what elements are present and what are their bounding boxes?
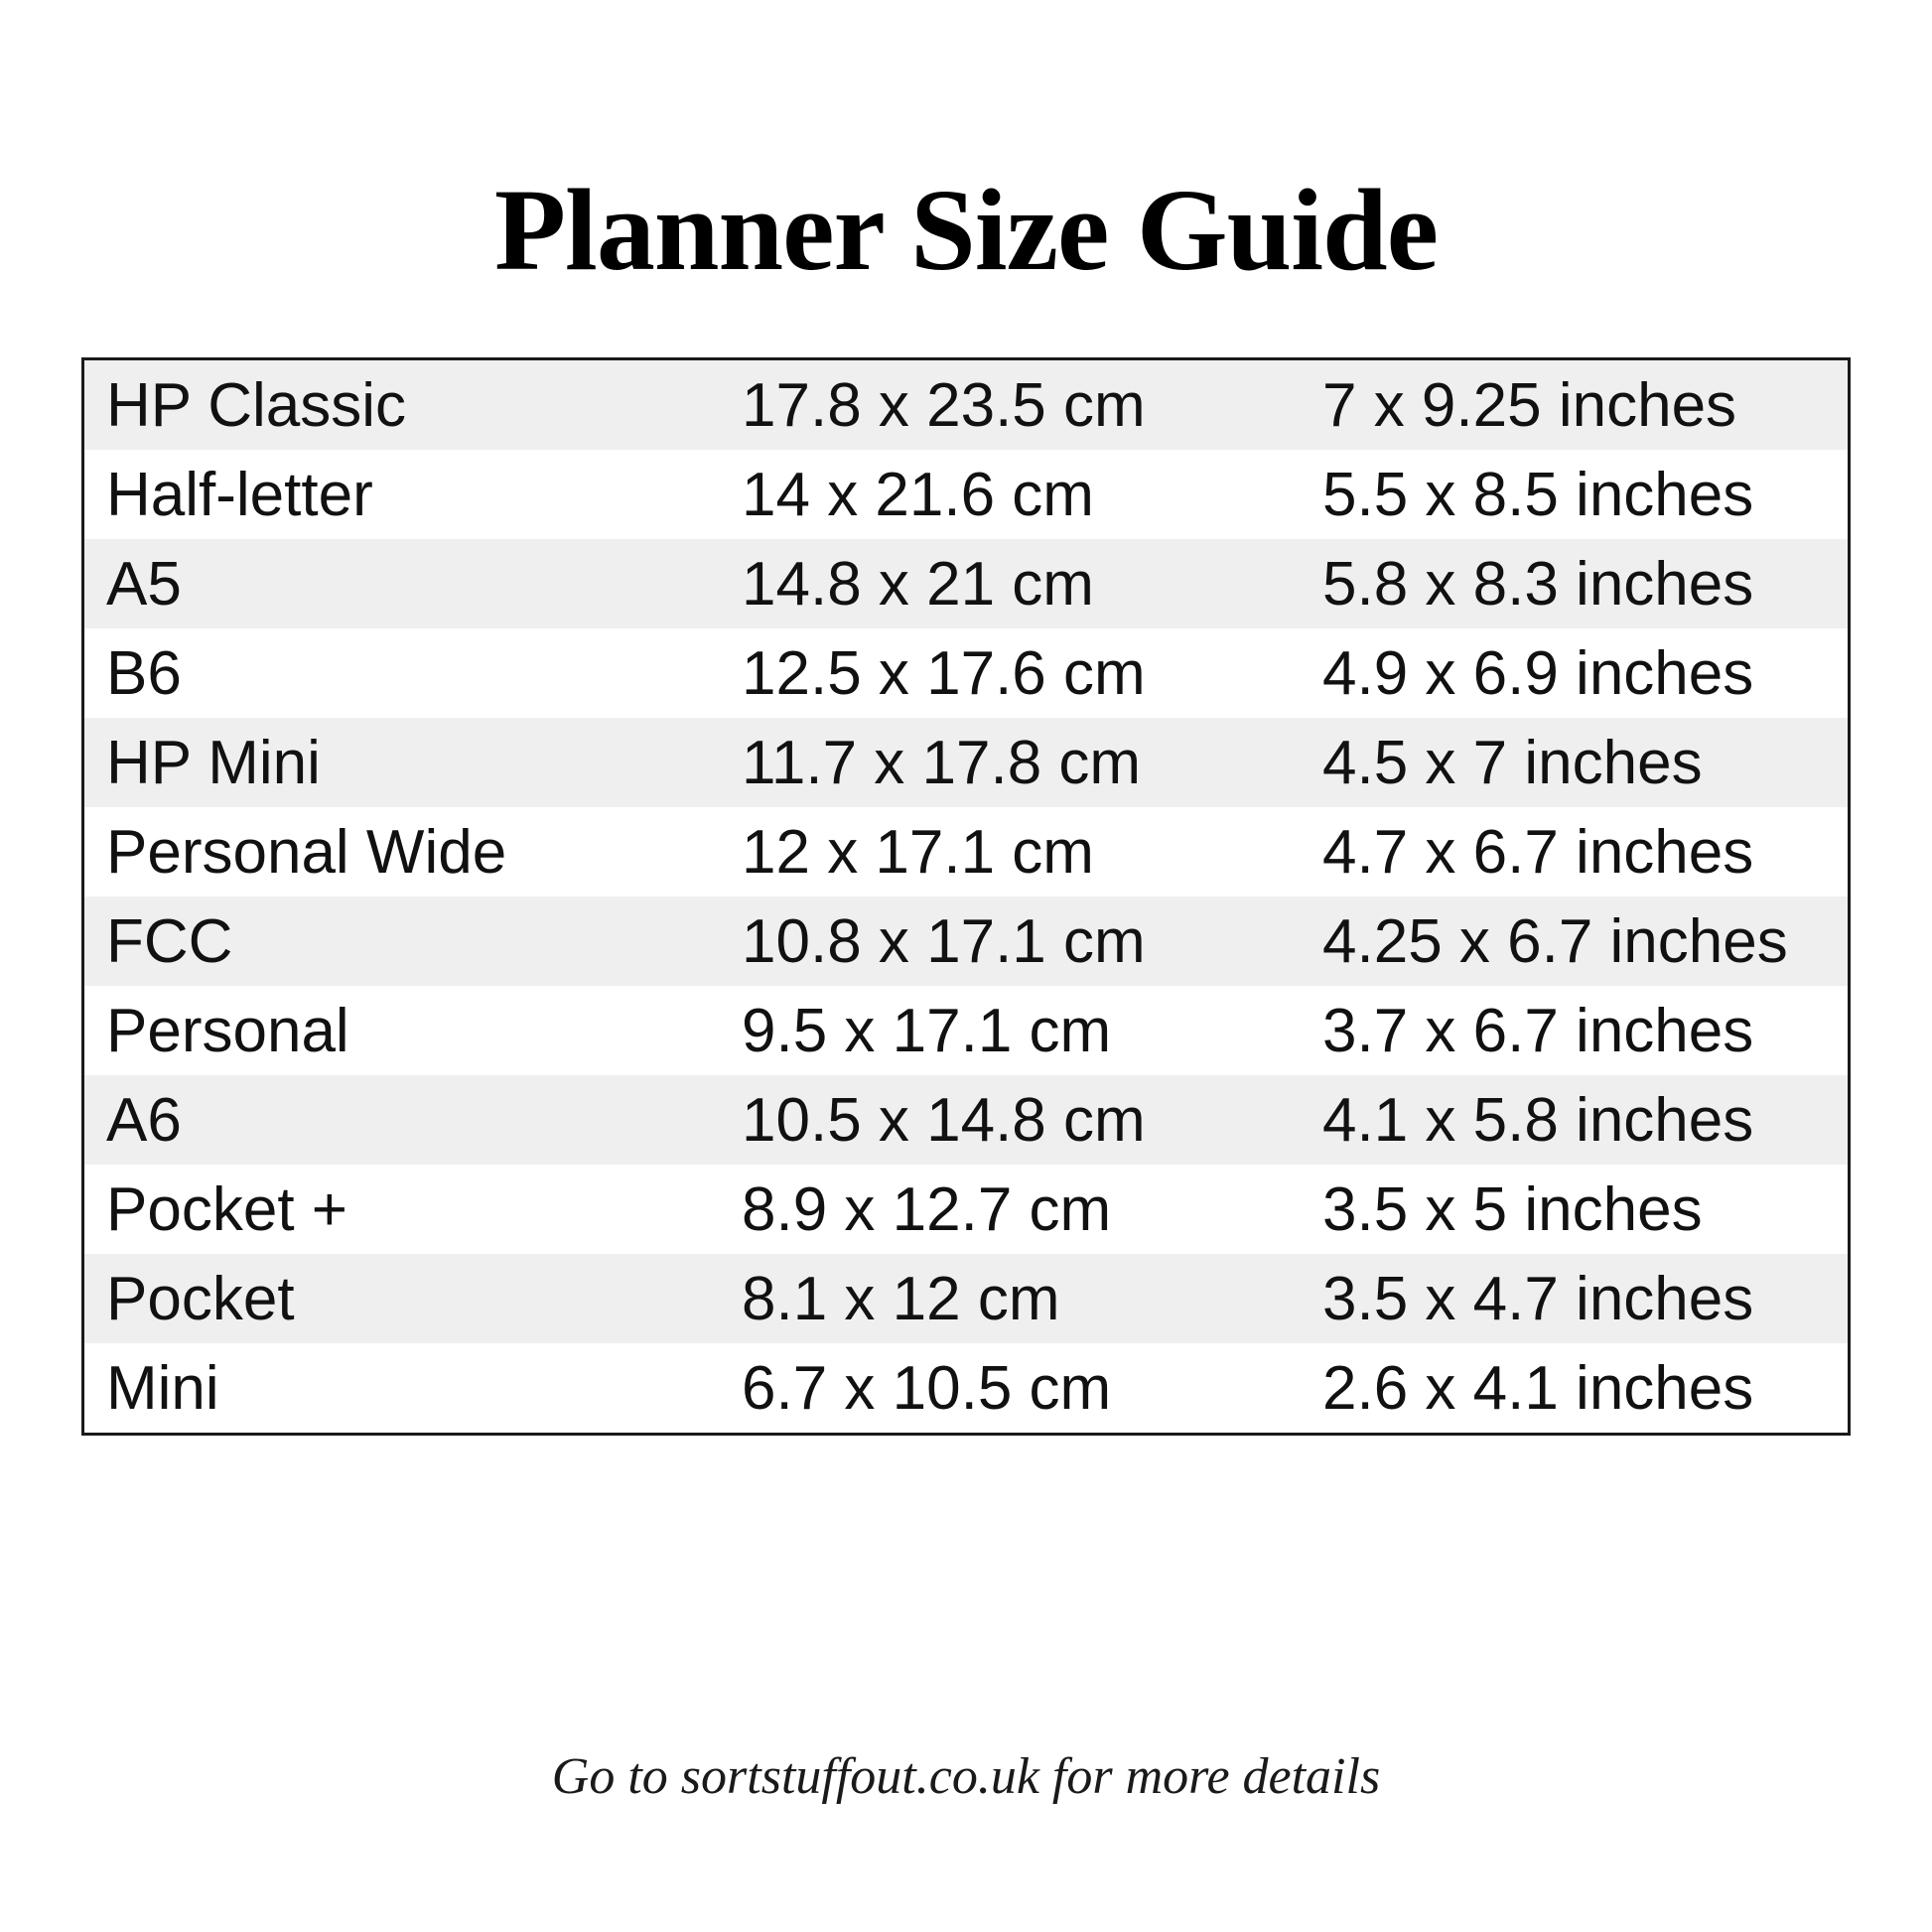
table-row bbox=[84, 360, 1848, 450]
size-inches: 2.6 x 4.1 inches bbox=[1322, 1353, 1754, 1423]
size-inches: 4.9 x 6.9 inches bbox=[1322, 638, 1754, 708]
page-title: Planner Size Guide bbox=[493, 165, 1439, 295]
size-table-container bbox=[81, 357, 1851, 1436]
planner-name: Personal bbox=[106, 996, 349, 1065]
size-cm: 8.9 x 12.7 cm bbox=[742, 1174, 1112, 1244]
size-cm: 14 x 21.6 cm bbox=[742, 460, 1094, 529]
size-cm: 9.5 x 17.1 cm bbox=[742, 996, 1112, 1065]
size-inches: 4.5 x 7 inches bbox=[1322, 718, 1848, 807]
table-row bbox=[84, 1343, 1848, 1433]
table-row bbox=[84, 807, 1848, 897]
size-cm: 11.7 x 17.8 cm bbox=[742, 718, 1322, 807]
size-cm: 10.8 x 17.1 cm bbox=[742, 897, 1322, 986]
planner-name: Personal Wide bbox=[106, 817, 507, 887]
planner-name: FCC bbox=[84, 897, 742, 986]
table-row bbox=[84, 539, 1848, 628]
size-cm: 10.5 x 14.8 cm bbox=[742, 1075, 1322, 1165]
planner-name: A6 bbox=[84, 1075, 742, 1165]
table-row bbox=[84, 1254, 1848, 1343]
planner-name: Mini bbox=[106, 1353, 219, 1423]
size-inches: 7 x 9.25 inches bbox=[1322, 360, 1848, 450]
table-row bbox=[84, 628, 1848, 718]
size-cm: 12.5 x 17.6 cm bbox=[742, 638, 1146, 708]
planner-name: Pocket + bbox=[106, 1174, 347, 1244]
size-inches: 3.5 x 5 inches bbox=[1322, 1174, 1703, 1244]
size-table bbox=[84, 360, 1848, 1433]
size-cm: 8.1 x 12 cm bbox=[742, 1254, 1322, 1343]
planner-name: HP Classic bbox=[84, 360, 742, 450]
size-inches: 4.25 x 6.7 inches bbox=[1322, 897, 1848, 986]
planner-name: B6 bbox=[106, 638, 182, 708]
table-row bbox=[84, 1075, 1848, 1165]
size-inches: 4.7 x 6.7 inches bbox=[1322, 817, 1754, 887]
size-inches: 3.5 x 4.7 inches bbox=[1322, 1254, 1848, 1343]
planner-name: A5 bbox=[84, 539, 742, 628]
size-inches: 5.5 x 8.5 inches bbox=[1322, 460, 1754, 529]
size-inches: 4.1 x 5.8 inches bbox=[1322, 1075, 1848, 1165]
table-row bbox=[84, 986, 1848, 1075]
table-row bbox=[84, 1165, 1848, 1254]
footer-note: Go to sortstuffout.co.uk for more details bbox=[551, 1748, 1381, 1805]
size-inches: 3.7 x 6.7 inches bbox=[1322, 996, 1754, 1065]
planner-name: Half-letter bbox=[106, 460, 373, 529]
table-row bbox=[84, 897, 1848, 986]
planner-name: HP Mini bbox=[84, 718, 742, 807]
size-cm: 17.8 x 23.5 cm bbox=[742, 360, 1322, 450]
table-row bbox=[84, 718, 1848, 807]
size-inches: 5.8 x 8.3 inches bbox=[1322, 539, 1848, 628]
planner-name: Pocket bbox=[84, 1254, 742, 1343]
table-row bbox=[84, 450, 1848, 539]
size-table-body bbox=[84, 360, 1848, 1433]
size-cm: 6.7 x 10.5 cm bbox=[742, 1353, 1112, 1423]
size-cm: 12 x 17.1 cm bbox=[742, 817, 1094, 887]
size-cm: 14.8 x 21 cm bbox=[742, 539, 1322, 628]
